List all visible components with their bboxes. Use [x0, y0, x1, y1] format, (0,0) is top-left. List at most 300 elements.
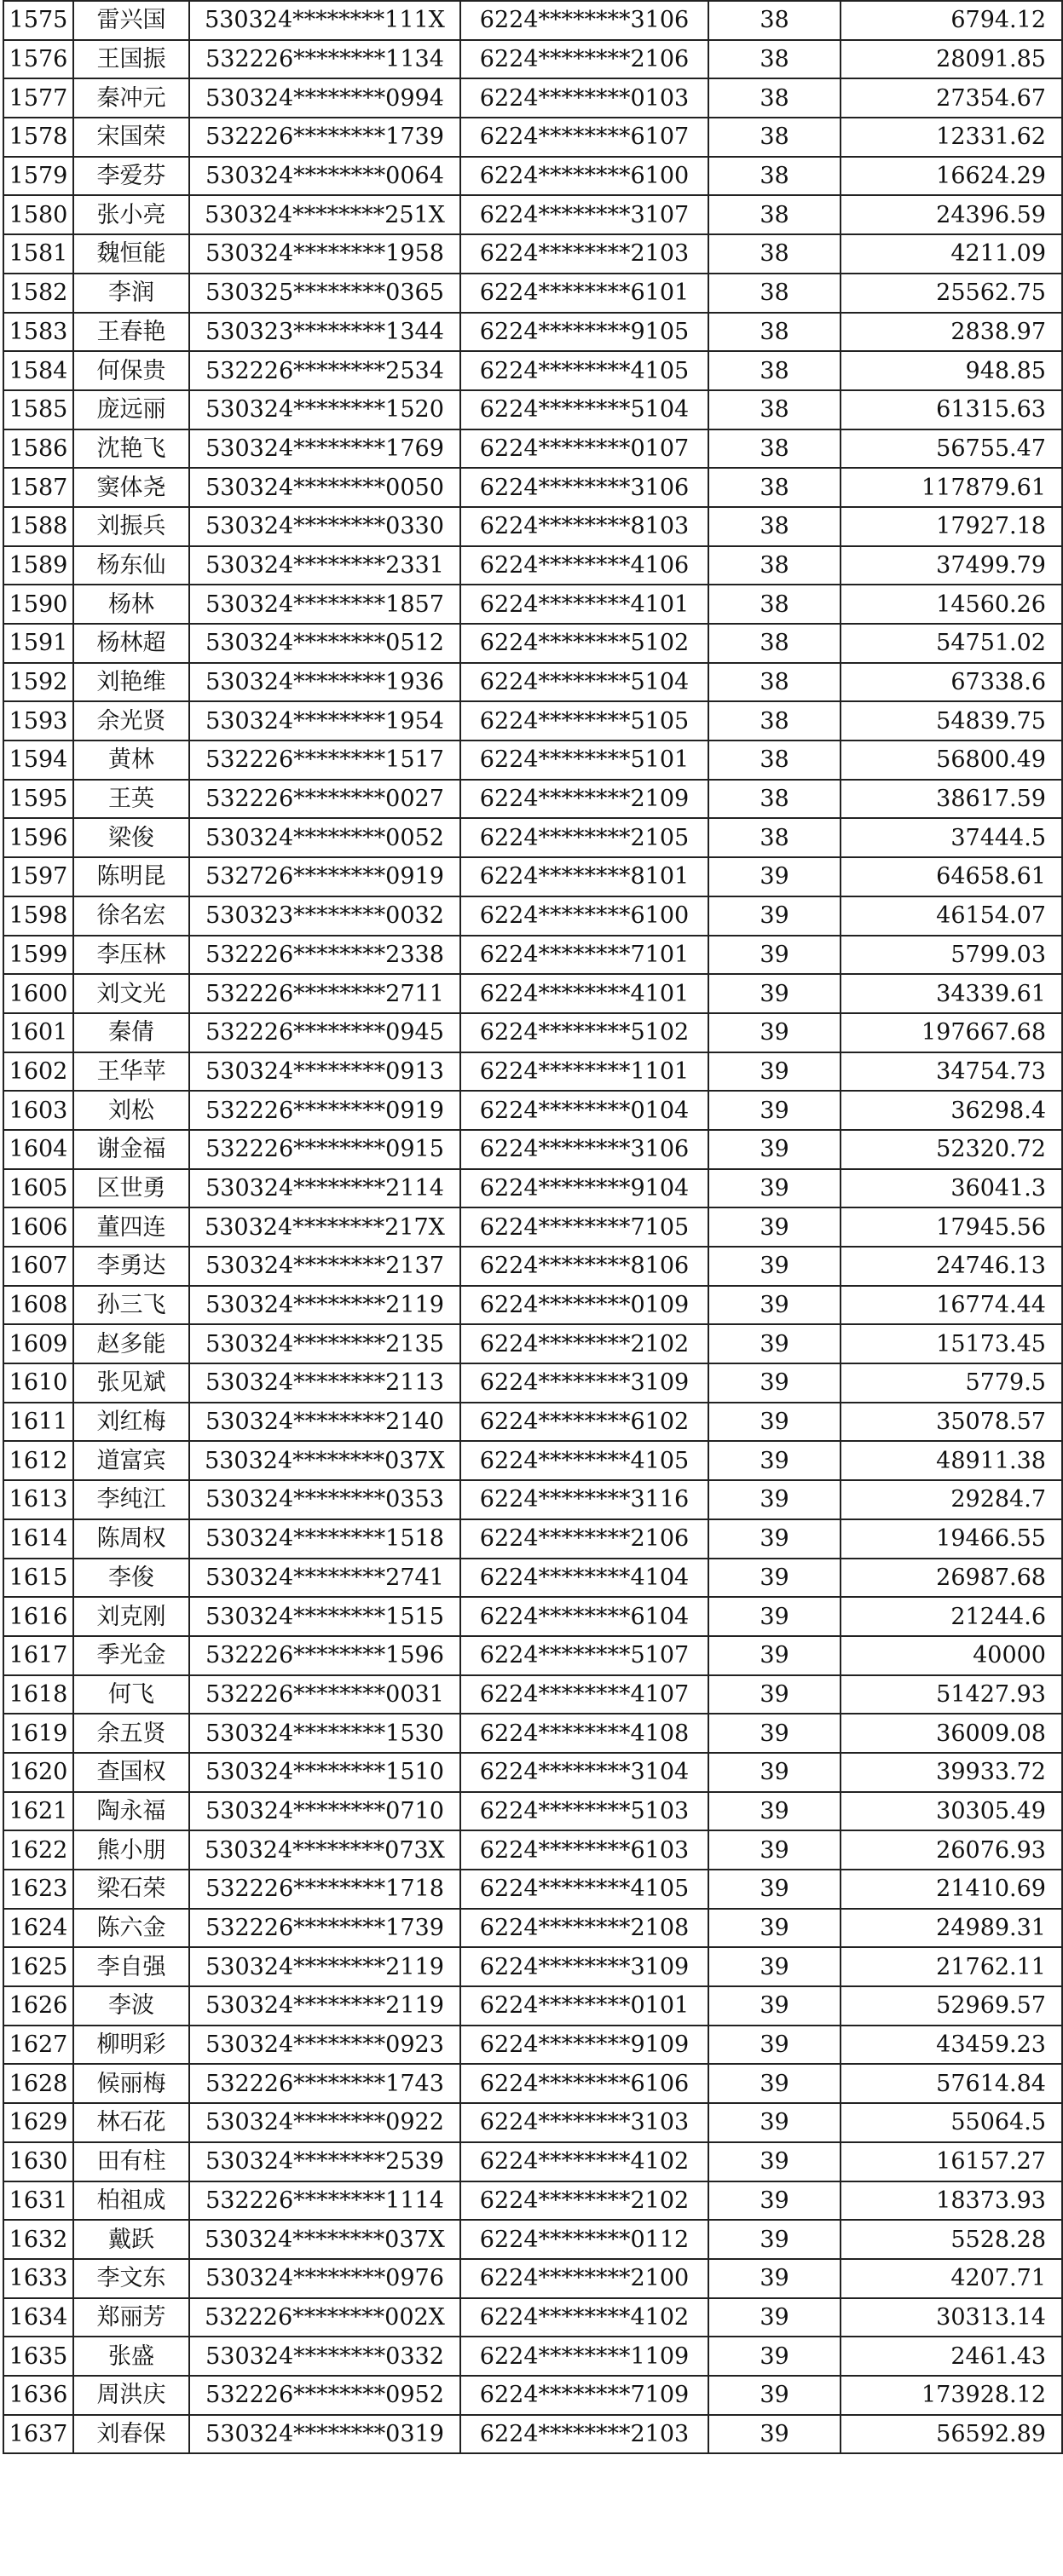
card-number-cell: 6224********8103	[460, 507, 708, 546]
table-row	[3, 390, 1062, 429]
amount-cell: 4207.71	[841, 2259, 1062, 2298]
card-number-cell: 6224********2108	[460, 1909, 708, 1948]
age-cell: 38	[708, 429, 841, 469]
card-number-cell: 6224********5105	[460, 701, 708, 741]
age-cell: 39	[708, 896, 841, 936]
amount-cell: 52969.57	[841, 1986, 1062, 2026]
age-cell: 39	[708, 1441, 841, 1480]
name-cell: 余五贤	[73, 1714, 189, 1753]
table-row	[3, 818, 1062, 857]
row-number-cell: 1631	[3, 2181, 73, 2221]
row-number-cell: 1590	[3, 585, 73, 624]
id-number-cell: 530324********2114	[189, 1169, 460, 1208]
age-cell: 39	[708, 1597, 841, 1636]
card-number-cell: 6224********2102	[460, 2181, 708, 2221]
amount-cell: 43459.23	[841, 2026, 1062, 2065]
age-cell: 39	[708, 1753, 841, 1792]
row-number-cell: 1622	[3, 1830, 73, 1870]
name-cell: 刘松	[73, 1091, 189, 1130]
card-number-cell: 6224********0112	[460, 2220, 708, 2259]
id-number-cell: 530324********251X	[189, 195, 460, 234]
age-cell: 38	[708, 701, 841, 741]
row-number-cell: 1629	[3, 2103, 73, 2142]
table-row	[3, 1052, 1062, 1092]
id-number-cell: 532226********1739	[189, 118, 460, 157]
row-number-cell: 1630	[3, 2142, 73, 2181]
age-cell: 39	[708, 1792, 841, 1831]
id-number-cell: 532226********2338	[189, 936, 460, 975]
id-number-cell: 530324********0052	[189, 818, 460, 857]
table-row	[3, 507, 1062, 546]
age-cell: 39	[708, 1870, 841, 1909]
row-number-cell: 1636	[3, 2376, 73, 2415]
name-cell: 刘克刚	[73, 1597, 189, 1636]
name-cell: 梁石荣	[73, 1870, 189, 1909]
row-number-cell: 1626	[3, 1986, 73, 2026]
age-cell: 39	[708, 2142, 841, 2181]
age-cell: 38	[708, 351, 841, 390]
id-number-cell: 530324********0710	[189, 1792, 460, 1831]
table-row	[3, 429, 1062, 469]
age-cell: 38	[708, 118, 841, 157]
card-number-cell: 6224********5101	[460, 741, 708, 780]
age-cell: 39	[708, 2415, 841, 2454]
amount-cell: 18373.93	[841, 2181, 1062, 2221]
card-number-cell: 6224********4108	[460, 1714, 708, 1753]
row-number-cell: 1609	[3, 1324, 73, 1363]
card-number-cell: 6224********3106	[460, 1, 708, 40]
table-row	[3, 741, 1062, 780]
id-number-cell: 532226********0027	[189, 780, 460, 819]
card-number-cell: 6224********3103	[460, 2103, 708, 2142]
amount-cell: 39933.72	[841, 1753, 1062, 1792]
name-cell: 道富宾	[73, 1441, 189, 1480]
amount-cell: 14560.26	[841, 585, 1062, 624]
age-cell: 38	[708, 274, 841, 313]
name-cell: 董四连	[73, 1207, 189, 1247]
name-cell: 沈艳飞	[73, 429, 189, 469]
card-number-cell: 6224********2103	[460, 2415, 708, 2454]
row-number-cell: 1584	[3, 351, 73, 390]
id-number-cell: 532726********0919	[189, 857, 460, 896]
name-cell: 陈明昆	[73, 857, 189, 896]
amount-cell: 30305.49	[841, 1792, 1062, 1831]
card-number-cell: 6224********4102	[460, 2142, 708, 2181]
amount-cell: 16624.29	[841, 157, 1062, 196]
name-cell: 柏祖成	[73, 2181, 189, 2221]
id-number-cell: 530324********1954	[189, 701, 460, 741]
card-number-cell: 6224********6107	[460, 118, 708, 157]
id-number-cell: 530324********2331	[189, 546, 460, 585]
table-row	[3, 2064, 1062, 2103]
id-number-cell: 530324********2119	[189, 1986, 460, 2026]
card-number-cell: 6224********2103	[460, 234, 708, 274]
name-cell: 李文东	[73, 2259, 189, 2298]
age-cell: 39	[708, 974, 841, 1013]
row-number-cell: 1599	[3, 936, 73, 975]
row-number-cell: 1608	[3, 1286, 73, 1325]
row-number-cell: 1623	[3, 1870, 73, 1909]
name-cell: 季光金	[73, 1636, 189, 1675]
age-cell: 38	[708, 546, 841, 585]
row-number-cell: 1593	[3, 701, 73, 741]
card-number-cell: 6224********7105	[460, 1207, 708, 1247]
table-row	[3, 1947, 1062, 1986]
table-row	[3, 40, 1062, 79]
id-number-cell: 530324********037X	[189, 1441, 460, 1480]
age-cell: 39	[708, 1909, 841, 1948]
name-cell: 候丽梅	[73, 2064, 189, 2103]
age-cell: 38	[708, 234, 841, 274]
id-number-cell: 530324********1769	[189, 429, 460, 469]
age-cell: 39	[708, 1403, 841, 1442]
age-cell: 38	[708, 741, 841, 780]
amount-cell: 5528.28	[841, 2220, 1062, 2259]
amount-cell: 37499.79	[841, 546, 1062, 585]
name-cell: 李压林	[73, 936, 189, 975]
amount-cell: 67338.6	[841, 663, 1062, 702]
name-cell: 窦体尧	[73, 468, 189, 507]
table-row	[3, 78, 1062, 118]
amount-cell: 117879.61	[841, 468, 1062, 507]
name-cell: 刘文光	[73, 974, 189, 1013]
amount-cell: 30313.14	[841, 2298, 1062, 2337]
row-number-cell: 1618	[3, 1675, 73, 1714]
table-row	[3, 701, 1062, 741]
amount-cell: 37444.5	[841, 818, 1062, 857]
table-row	[3, 195, 1062, 234]
amount-cell: 54751.02	[841, 624, 1062, 663]
amount-cell: 173928.12	[841, 2376, 1062, 2415]
id-number-cell: 530324********1518	[189, 1519, 460, 1559]
amount-cell: 54839.75	[841, 701, 1062, 741]
name-cell: 熊小朋	[73, 1830, 189, 1870]
amount-cell: 34754.73	[841, 1052, 1062, 1092]
name-cell: 杨林超	[73, 624, 189, 663]
age-cell: 39	[708, 936, 841, 975]
age-cell: 39	[708, 1052, 841, 1092]
amount-cell: 24989.31	[841, 1909, 1062, 1948]
age-cell: 39	[708, 2337, 841, 2376]
table-row	[3, 2337, 1062, 2376]
amount-cell: 29284.7	[841, 1480, 1062, 1519]
age-cell: 39	[708, 1636, 841, 1675]
name-cell: 林石花	[73, 2103, 189, 2142]
amount-cell: 15173.45	[841, 1324, 1062, 1363]
id-number-cell: 532226********1743	[189, 2064, 460, 2103]
amount-cell: 6794.12	[841, 1, 1062, 40]
table-row	[3, 974, 1062, 1013]
age-cell: 39	[708, 2376, 841, 2415]
id-number-cell: 530324********2113	[189, 1363, 460, 1403]
age-cell: 39	[708, 2259, 841, 2298]
amount-cell: 40000	[841, 1636, 1062, 1675]
name-cell: 孙三飞	[73, 1286, 189, 1325]
age-cell: 39	[708, 1480, 841, 1519]
name-cell: 李润	[73, 274, 189, 313]
card-number-cell: 6224********2106	[460, 40, 708, 79]
row-number-cell: 1585	[3, 390, 73, 429]
table-row	[3, 1480, 1062, 1519]
table-row	[3, 780, 1062, 819]
age-cell: 39	[708, 1013, 841, 1052]
age-cell: 38	[708, 663, 841, 702]
age-cell: 39	[708, 1091, 841, 1130]
table-row	[3, 2415, 1062, 2454]
age-cell: 39	[708, 1247, 841, 1286]
table-row	[3, 2298, 1062, 2337]
age-cell: 39	[708, 1986, 841, 2026]
amount-cell: 48911.38	[841, 1441, 1062, 1480]
name-cell: 雷兴国	[73, 1, 189, 40]
card-number-cell: 6224********2109	[460, 780, 708, 819]
row-number-cell: 1603	[3, 1091, 73, 1130]
name-cell: 刘振兵	[73, 507, 189, 546]
id-number-cell: 530324********2140	[189, 1403, 460, 1442]
age-cell: 38	[708, 468, 841, 507]
row-number-cell: 1637	[3, 2415, 73, 2454]
name-cell: 李纯江	[73, 1480, 189, 1519]
age-cell: 39	[708, 2103, 841, 2142]
amount-cell: 26987.68	[841, 1559, 1062, 1598]
card-number-cell: 6224********4104	[460, 1559, 708, 1598]
card-number-cell: 6224********4101	[460, 974, 708, 1013]
row-number-cell: 1583	[3, 313, 73, 352]
id-number-cell: 532226********002X	[189, 2298, 460, 2337]
table-row	[3, 157, 1062, 196]
amount-cell: 56592.89	[841, 2415, 1062, 2454]
row-number-cell: 1624	[3, 1909, 73, 1948]
card-number-cell: 6224********4105	[460, 1870, 708, 1909]
row-number-cell: 1634	[3, 2298, 73, 2337]
card-number-cell: 6224********6103	[460, 1830, 708, 1870]
name-cell: 谢金福	[73, 1130, 189, 1169]
amount-cell: 948.85	[841, 351, 1062, 390]
name-cell: 秦冲元	[73, 78, 189, 118]
card-number-cell: 6224********5104	[460, 663, 708, 702]
card-number-cell: 6224********5102	[460, 624, 708, 663]
card-number-cell: 6224********0103	[460, 78, 708, 118]
table-row	[3, 1403, 1062, 1442]
card-number-cell: 6224********4101	[460, 585, 708, 624]
id-number-cell: 530324********2137	[189, 1247, 460, 1286]
row-number-cell: 1578	[3, 118, 73, 157]
table-row	[3, 857, 1062, 896]
table-row	[3, 2376, 1062, 2415]
table-row	[3, 1247, 1062, 1286]
table-row	[3, 1870, 1062, 1909]
table-row	[3, 1830, 1062, 1870]
card-number-cell: 6224********6106	[460, 2064, 708, 2103]
id-number-cell: 530323********1344	[189, 313, 460, 352]
row-number-cell: 1611	[3, 1403, 73, 1442]
id-number-cell: 532226********1739	[189, 1909, 460, 1948]
id-number-cell: 530324********217X	[189, 1207, 460, 1247]
row-number-cell: 1635	[3, 2337, 73, 2376]
card-number-cell: 6224********3109	[460, 1947, 708, 1986]
id-number-cell: 530324********037X	[189, 2220, 460, 2259]
age-cell: 39	[708, 857, 841, 896]
name-cell: 王英	[73, 780, 189, 819]
id-number-cell: 532226********0031	[189, 1675, 460, 1714]
age-cell: 39	[708, 1519, 841, 1559]
age-cell: 38	[708, 780, 841, 819]
table-row	[3, 2103, 1062, 2142]
age-cell: 39	[708, 1830, 841, 1870]
card-number-cell: 6224********4105	[460, 351, 708, 390]
id-number-cell: 530324********2119	[189, 1286, 460, 1325]
table-row	[3, 1324, 1062, 1363]
card-number-cell: 6224********0104	[460, 1091, 708, 1130]
name-cell: 余光贤	[73, 701, 189, 741]
card-number-cell: 6224********4107	[460, 1675, 708, 1714]
amount-cell: 12331.62	[841, 118, 1062, 157]
amount-cell: 2461.43	[841, 2337, 1062, 2376]
table-row	[3, 118, 1062, 157]
name-cell: 王国振	[73, 40, 189, 79]
name-cell: 李自强	[73, 1947, 189, 1986]
name-cell: 徐名宏	[73, 896, 189, 936]
id-number-cell: 532226********2711	[189, 974, 460, 1013]
amount-cell: 34339.61	[841, 974, 1062, 1013]
age-cell: 39	[708, 2026, 841, 2065]
row-number-cell: 1576	[3, 40, 73, 79]
age-cell: 39	[708, 2064, 841, 2103]
table-row	[3, 2181, 1062, 2221]
table-row	[3, 1130, 1062, 1169]
name-cell: 梁俊	[73, 818, 189, 857]
amount-cell: 19466.55	[841, 1519, 1062, 1559]
card-number-cell: 6224********5104	[460, 390, 708, 429]
name-cell: 刘红梅	[73, 1403, 189, 1442]
row-number-cell: 1586	[3, 429, 73, 469]
id-number-cell: 530324********1520	[189, 390, 460, 429]
id-number-cell: 530324********0913	[189, 1052, 460, 1092]
table-row	[3, 663, 1062, 702]
id-number-cell: 530324********2539	[189, 2142, 460, 2181]
card-number-cell: 6224********6100	[460, 157, 708, 196]
card-number-cell: 6224********6100	[460, 896, 708, 936]
name-cell: 陶永福	[73, 1792, 189, 1831]
table-row	[3, 1597, 1062, 1636]
age-cell: 38	[708, 818, 841, 857]
card-number-cell: 6224********5103	[460, 1792, 708, 1831]
id-number-cell: 532226********0952	[189, 2376, 460, 2415]
amount-cell: 27354.67	[841, 78, 1062, 118]
card-number-cell: 6224********0101	[460, 1986, 708, 2026]
name-cell: 陈周权	[73, 1519, 189, 1559]
row-number-cell: 1582	[3, 274, 73, 313]
row-number-cell: 1604	[3, 1130, 73, 1169]
row-number-cell: 1577	[3, 78, 73, 118]
card-number-cell: 6224********1101	[460, 1052, 708, 1092]
id-number-cell: 530324********1510	[189, 1753, 460, 1792]
id-number-cell: 530324********0332	[189, 2337, 460, 2376]
amount-cell: 64658.61	[841, 857, 1062, 896]
id-number-cell: 530324********0994	[189, 78, 460, 118]
amount-cell: 17927.18	[841, 507, 1062, 546]
amount-cell: 17945.56	[841, 1207, 1062, 1247]
card-number-cell: 6224********6102	[460, 1403, 708, 1442]
amount-cell: 36009.08	[841, 1714, 1062, 1753]
id-number-cell: 532226********1596	[189, 1636, 460, 1675]
name-cell: 李俊	[73, 1559, 189, 1598]
row-number-cell: 1625	[3, 1947, 73, 1986]
table-row	[3, 1013, 1062, 1052]
row-number-cell: 1620	[3, 1753, 73, 1792]
card-number-cell: 6224********5102	[460, 1013, 708, 1052]
row-number-cell: 1610	[3, 1363, 73, 1403]
amount-cell: 61315.63	[841, 390, 1062, 429]
name-cell: 查国权	[73, 1753, 189, 1792]
age-cell: 39	[708, 2220, 841, 2259]
table-row	[3, 1286, 1062, 1325]
age-cell: 39	[708, 2181, 841, 2221]
name-cell: 刘艳维	[73, 663, 189, 702]
table-row	[3, 1753, 1062, 1792]
age-cell: 38	[708, 78, 841, 118]
age-cell: 38	[708, 313, 841, 352]
name-cell: 黄林	[73, 741, 189, 780]
card-number-cell: 6224********2102	[460, 1324, 708, 1363]
id-number-cell: 530324********1857	[189, 585, 460, 624]
id-number-cell: 532226********1114	[189, 2181, 460, 2221]
table-row	[3, 1559, 1062, 1598]
id-number-cell: 530324********2135	[189, 1324, 460, 1363]
card-number-cell: 6224********3104	[460, 1753, 708, 1792]
amount-cell: 55064.5	[841, 2103, 1062, 2142]
table-row	[3, 2220, 1062, 2259]
card-number-cell: 6224********5107	[460, 1636, 708, 1675]
table-row	[3, 1, 1062, 40]
amount-cell: 2838.97	[841, 313, 1062, 352]
card-number-cell: 6224********8101	[460, 857, 708, 896]
amount-cell: 24396.59	[841, 195, 1062, 234]
table-row	[3, 1636, 1062, 1675]
card-number-cell: 6224********3116	[460, 1480, 708, 1519]
id-number-cell: 530324********0353	[189, 1480, 460, 1519]
table-row	[3, 1363, 1062, 1403]
table-row	[3, 896, 1062, 936]
name-cell: 张小亮	[73, 195, 189, 234]
amount-cell: 5779.5	[841, 1363, 1062, 1403]
id-number-cell: 530323********0032	[189, 896, 460, 936]
age-cell: 38	[708, 390, 841, 429]
card-number-cell: 6224********0107	[460, 429, 708, 469]
row-number-cell: 1616	[3, 1597, 73, 1636]
age-cell: 38	[708, 157, 841, 196]
table-row	[3, 1169, 1062, 1208]
card-number-cell: 6224********2106	[460, 1519, 708, 1559]
row-number-cell: 1581	[3, 234, 73, 274]
row-number-cell: 1597	[3, 857, 73, 896]
name-cell: 刘春保	[73, 2415, 189, 2454]
row-number-cell: 1591	[3, 624, 73, 663]
row-number-cell: 1614	[3, 1519, 73, 1559]
name-cell: 杨林	[73, 585, 189, 624]
card-number-cell: 6224********2105	[460, 818, 708, 857]
table-row	[3, 1909, 1062, 1948]
table-row	[3, 2142, 1062, 2181]
row-number-cell: 1601	[3, 1013, 73, 1052]
id-number-cell: 530324********2119	[189, 1947, 460, 1986]
age-cell: 39	[708, 1207, 841, 1247]
row-number-cell: 1619	[3, 1714, 73, 1753]
row-number-cell: 1605	[3, 1169, 73, 1208]
table-row	[3, 313, 1062, 352]
amount-cell: 28091.85	[841, 40, 1062, 79]
age-cell: 39	[708, 1169, 841, 1208]
